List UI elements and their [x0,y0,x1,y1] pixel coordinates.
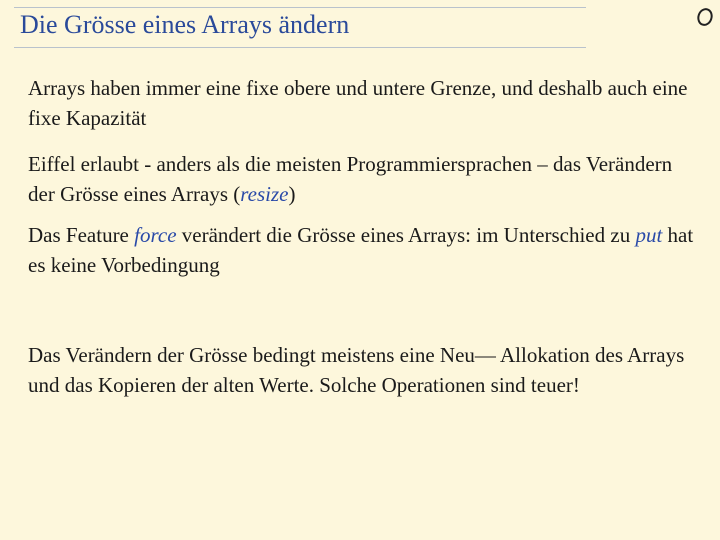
paragraph-reallocation-cost [28,340,698,400]
keyword-force: force [134,223,177,247]
slide-title: Die Grösse eines Arrays ändern [20,10,350,39]
paragraph-text: Arrays haben immer eine fixe obere und untere Grenze, und deshalb auch eine fixe Kapazität [28,76,688,130]
paragraph-text-end: ) [288,182,296,206]
keyword-resize: resize [240,182,289,206]
paragraph-text-end: hat es keine Vorbedingung [28,223,694,277]
title-bottom-rule [14,47,586,48]
paragraph-text: Das Verändern der Grösse bedingt meistens eine Neu— Allokation des Arrays und das Kopieren der alten Werte. Solche Operationen sind teuer! [28,343,685,397]
title-top-rule [14,7,586,8]
keyword-put: put [635,223,663,247]
paragraph-text-mid: verändert die Grösse eines Arrays: im Unterschied zu [176,223,636,247]
paragraph-text: Das Feature [28,223,135,247]
paragraph-eiffel-resize [28,149,698,209]
paragraph-text: Eiffel erlaubt - anders als die meisten Programmiersprachen – das Verändern der Grösse eines Arrays ( [28,152,673,206]
paragraph-force-feature [28,220,698,280]
logo-icon [694,6,716,28]
paragraph-array-bounds [28,73,698,133]
